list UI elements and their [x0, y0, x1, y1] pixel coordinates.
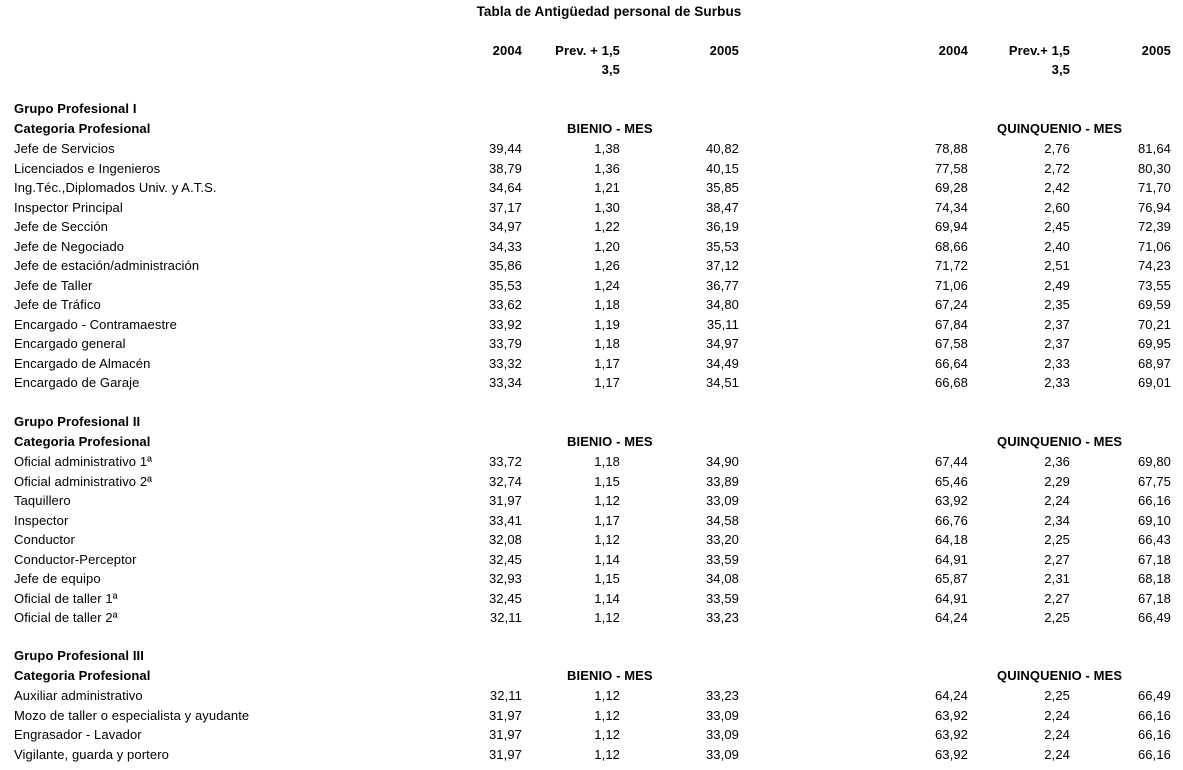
value-prev-bienio: 1,36: [594, 160, 620, 176]
table-row: [0, 530, 1183, 549]
value-2004-quinquenio: 78,88: [934, 141, 968, 156]
value-prev-bienio: 1,18: [594, 297, 620, 312]
value-2005-bienio: 40,82: [705, 141, 739, 156]
table-row: [0, 472, 1183, 491]
category-name: Oficial de taller 1ª: [14, 590, 118, 606]
value-prev-quinquenio: 2,24: [1044, 707, 1070, 723]
value-2004-quinquenio: 63,92: [934, 707, 968, 723]
value-prev-bienio: 1,22: [594, 219, 620, 234]
value-2004-bienio: 33,34: [488, 375, 522, 390]
group-title: Grupo Profesional III: [14, 648, 144, 663]
value-prev-quinquenio: 2,35: [1044, 297, 1070, 312]
value-2005-quinquenio: 66,16: [1137, 493, 1171, 508]
value-2005-quinquenio: 68,97: [1137, 355, 1171, 371]
value-2005-quinquenio: 68,18: [1137, 571, 1171, 586]
value-prev-bienio: 1,14: [594, 551, 620, 567]
category-name: Auxiliar administrativo: [14, 688, 143, 703]
category-name: Jefe de Negociado: [14, 238, 125, 254]
value-prev-bienio: 1,30: [594, 199, 620, 215]
value-2005-quinquenio: 69,95: [1137, 336, 1171, 351]
category-name: Oficial de taller 2ª: [14, 610, 118, 625]
value-2005-bienio: 35,85: [705, 180, 739, 195]
value-2005-bienio: 34,08: [705, 571, 739, 586]
value-2004-bienio: 35,53: [488, 277, 522, 293]
value-prev-bienio: 1,15: [594, 571, 620, 586]
value-2004-bienio: 31,97: [488, 727, 522, 742]
value-2005-bienio: 35,53: [705, 238, 739, 254]
value-2005-quinquenio: 69,80: [1137, 454, 1171, 469]
category-name: Jefe de estación/administración: [14, 258, 200, 273]
value-2004-bienio: 34,33: [488, 238, 522, 254]
value-2004-quinquenio: 69,28: [934, 180, 968, 195]
value-2004-bienio: 31,97: [488, 746, 522, 762]
value-prev-quinquenio: 2,27: [1044, 551, 1070, 567]
table-row: [0, 354, 1183, 373]
table-row: [0, 295, 1183, 314]
bienio-header: BIENIO - MES: [567, 121, 653, 136]
category-name: Jefe de Sección: [14, 219, 109, 234]
value-prev-quinquenio: 2,34: [1044, 512, 1070, 528]
value-2004-quinquenio: 63,92: [934, 493, 968, 508]
table-row: [0, 725, 1183, 744]
value-2004-quinquenio: 74,34: [934, 199, 968, 215]
table-row: [0, 139, 1183, 158]
table-row: [0, 178, 1183, 197]
value-2005-bienio: 33,59: [705, 551, 739, 567]
value-prev-bienio: 1,18: [594, 454, 620, 469]
value-prev-quinquenio: 2,51: [1044, 258, 1070, 273]
table-row: [0, 686, 1183, 705]
value-2005-bienio: 34,58: [705, 512, 739, 528]
table-row: [0, 745, 1183, 764]
value-prev-quinquenio: 2,25: [1044, 532, 1070, 547]
value-prev-bienio: 1,17: [594, 375, 620, 390]
value-prev-bienio: 1,12: [594, 688, 620, 703]
table-row: [0, 511, 1183, 530]
value-2004-bienio: 38,79: [488, 160, 522, 176]
category-header: Categoria Profesional: [14, 668, 151, 683]
value-prev-quinquenio: 2,31: [1044, 571, 1070, 586]
table-row: [0, 589, 1183, 608]
value-2005-quinquenio: 80,30: [1137, 160, 1171, 176]
table-row: [0, 237, 1183, 256]
table-row: [0, 334, 1183, 353]
value-prev-quinquenio: 2,27: [1044, 590, 1070, 606]
value-prev-bienio: 1,18: [594, 336, 620, 351]
value-prev-quinquenio: 2,24: [1044, 746, 1070, 762]
value-2004-quinquenio: 64,24: [934, 610, 968, 625]
value-prev-bienio: 1,21: [594, 180, 620, 195]
value-2004-bienio: 32,11: [489, 688, 522, 703]
value-prev-bienio: 1,12: [594, 727, 620, 742]
value-prev-bienio: 1,12: [594, 707, 620, 723]
value-2005-quinquenio: 66,16: [1137, 727, 1171, 742]
value-2005-quinquenio: 69,10: [1137, 512, 1171, 528]
value-prev-quinquenio: 2,37: [1044, 316, 1070, 332]
value-2005-bienio: 34,49: [705, 355, 739, 371]
col-header-prev-bienio-sub: 3,5: [601, 62, 620, 77]
value-2004-quinquenio: 64,18: [934, 532, 968, 547]
value-prev-quinquenio: 2,24: [1044, 493, 1070, 508]
category-name: Licenciados e Ingenieros: [14, 160, 161, 176]
value-2005-bienio: 33,89: [705, 473, 739, 489]
value-2005-bienio: 38,47: [705, 199, 739, 215]
value-prev-quinquenio: 2,40: [1044, 238, 1070, 254]
value-2004-quinquenio: 68,66: [934, 238, 968, 254]
value-2005-quinquenio: 66,49: [1137, 688, 1171, 703]
table-row: [0, 256, 1183, 275]
value-2004-bienio: 33,79: [488, 336, 522, 351]
table-row: [0, 276, 1183, 295]
category-name: Mozo de taller o especialista y ayudante: [14, 707, 250, 723]
value-2005-quinquenio: 81,64: [1137, 141, 1171, 156]
category-name: Encargado de Garaje: [14, 375, 140, 390]
category-name: Jefe de Tráfico: [14, 297, 101, 312]
quinquenio-header: QUINQUENIO - MES: [997, 434, 1123, 449]
value-2004-quinquenio: 66,68: [934, 375, 968, 390]
value-2005-quinquenio: 67,18: [1137, 551, 1171, 567]
value-2004-quinquenio: 67,24: [934, 297, 968, 312]
value-prev-quinquenio: 2,25: [1044, 610, 1070, 625]
category-name: Jefe de equipo: [14, 571, 101, 586]
bienio-header: BIENIO - MES: [567, 668, 653, 683]
table-row: [0, 452, 1183, 471]
col-header-prev-quinquenio-sub: 3,5: [1051, 62, 1070, 77]
table-row: [0, 550, 1183, 569]
value-2005-bienio: 33,20: [705, 532, 739, 547]
value-prev-quinquenio: 2,49: [1044, 277, 1070, 293]
value-2004-quinquenio: 67,84: [934, 316, 968, 332]
category-header: Categoria Profesional: [14, 121, 151, 136]
value-2005-bienio: 33,23: [705, 688, 739, 703]
value-2004-quinquenio: 67,58: [934, 336, 968, 351]
value-prev-bienio: 1,15: [594, 473, 620, 489]
table-row: [0, 608, 1183, 627]
value-prev-bienio: 1,17: [594, 355, 620, 371]
value-2005-quinquenio: 76,94: [1137, 199, 1171, 215]
bienio-header: BIENIO - MES: [567, 434, 653, 449]
value-prev-quinquenio: 2,25: [1044, 688, 1070, 703]
value-2004-bienio: 32,45: [488, 551, 522, 567]
value-prev-bienio: 1,14: [594, 590, 620, 606]
value-2004-quinquenio: 65,87: [934, 571, 968, 586]
category-name: Conductor: [14, 532, 75, 547]
value-2004-bienio: 33,92: [488, 316, 522, 332]
table-row: [0, 217, 1183, 236]
value-2004-quinquenio: 63,92: [934, 727, 968, 742]
col-header-2005-bienio: 2005: [709, 43, 739, 58]
value-2004-bienio: 39,44: [488, 141, 522, 156]
value-2004-bienio: 33,62: [488, 297, 522, 312]
category-name: Inspector: [14, 512, 69, 528]
category-name: Inspector Principal: [14, 199, 123, 215]
value-2005-bienio: 37,12: [705, 258, 739, 273]
value-2005-bienio: 36,19: [705, 219, 739, 234]
value-2005-bienio: 40,15: [705, 160, 739, 176]
table-row: [0, 706, 1183, 725]
value-prev-bienio: 1,17: [594, 512, 620, 528]
quinquenio-header: QUINQUENIO - MES: [997, 121, 1123, 136]
quinquenio-header: QUINQUENIO - MES: [997, 668, 1123, 683]
value-prev-quinquenio: 2,37: [1044, 336, 1070, 351]
value-prev-bienio: 1,12: [594, 493, 620, 508]
value-prev-bienio: 1,20: [594, 238, 620, 254]
value-2005-quinquenio: 70,21: [1137, 316, 1171, 332]
category-name: Conductor-Perceptor: [14, 551, 137, 567]
value-prev-quinquenio: 2,33: [1044, 355, 1070, 371]
value-prev-quinquenio: 2,42: [1044, 180, 1070, 195]
category-name: Encargado general: [14, 336, 126, 351]
value-2004-quinquenio: 71,72: [934, 258, 968, 273]
category-name: Engrasador - Lavador: [14, 727, 142, 742]
value-prev-quinquenio: 2,45: [1044, 219, 1070, 234]
value-2005-bienio: 33,09: [705, 707, 739, 723]
category-name: Taquillero: [14, 493, 71, 508]
value-prev-quinquenio: 2,72: [1044, 160, 1070, 176]
group-title: Grupo Profesional I: [14, 101, 137, 116]
value-2005-quinquenio: 71,70: [1137, 180, 1171, 195]
value-prev-bienio: 1,19: [594, 316, 620, 332]
value-2005-bienio: 33,09: [705, 493, 739, 508]
value-2004-quinquenio: 69,94: [934, 219, 968, 234]
value-2004-bienio: 32,11: [489, 610, 522, 625]
value-2004-bienio: 33,72: [488, 454, 522, 469]
value-2004-bienio: 34,97: [488, 219, 522, 234]
value-2005-bienio: 34,51: [705, 375, 739, 390]
value-2005-quinquenio: 73,55: [1137, 277, 1171, 293]
value-2005-quinquenio: 66,16: [1137, 746, 1171, 762]
value-2004-bienio: 31,97: [488, 493, 522, 508]
col-header-2004-quinquenio: 2004: [938, 43, 968, 58]
value-2004-bienio: 35,86: [488, 258, 522, 273]
value-2005-bienio: 33,59: [705, 590, 739, 606]
col-header-2004-bienio: 2004: [492, 43, 522, 58]
value-2004-quinquenio: 71,06: [934, 277, 968, 293]
value-2005-bienio: 33,09: [705, 727, 739, 742]
value-2005-quinquenio: 67,75: [1137, 473, 1171, 489]
value-prev-quinquenio: 2,33: [1044, 375, 1070, 390]
value-2004-bienio: 33,32: [488, 355, 522, 371]
value-prev-bienio: 1,12: [594, 532, 620, 547]
value-2004-bienio: 32,45: [488, 590, 522, 606]
value-2004-quinquenio: 64,24: [934, 688, 968, 703]
value-2004-quinquenio: 67,44: [934, 454, 968, 469]
table-row: [0, 159, 1183, 178]
table-row: [0, 569, 1183, 588]
value-prev-bienio: 1,24: [594, 277, 620, 293]
col-header-prev-bienio: Prev. + 1,5: [555, 43, 620, 58]
category-name: Vigilante, guarda y portero: [14, 746, 169, 762]
table-row: [0, 315, 1183, 334]
value-2005-quinquenio: 69,01: [1137, 375, 1171, 390]
value-prev-quinquenio: 2,76: [1044, 141, 1070, 156]
value-2005-bienio: 34,80: [705, 297, 739, 312]
value-2005-quinquenio: 74,23: [1137, 258, 1171, 273]
page-title: Tabla de Antigüedad personal de Surbus: [476, 4, 742, 19]
value-2005-bienio: 33,23: [705, 610, 739, 625]
table-row: [0, 491, 1183, 510]
category-name: Encargado de Almacén: [14, 355, 151, 371]
value-2004-bienio: 32,08: [488, 532, 522, 547]
value-2005-bienio: 36,77: [705, 277, 739, 293]
value-2005-bienio: 34,97: [705, 336, 739, 351]
value-prev-bienio: 1,38: [594, 141, 620, 156]
category-name: Jefe de Servicios: [14, 141, 115, 156]
value-2005-quinquenio: 69,59: [1137, 297, 1171, 312]
category-name: Jefe de Taller: [14, 277, 93, 293]
value-prev-bienio: 1,12: [594, 746, 620, 762]
category-name: Oficial administrativo 1ª: [14, 454, 153, 469]
value-2005-bienio: 33,09: [705, 746, 739, 762]
value-2004-quinquenio: 64,91: [934, 590, 968, 606]
value-2004-quinquenio: 63,92: [934, 746, 968, 762]
col-header-prev-quinquenio: Prev.+ 1,5: [1008, 43, 1070, 58]
value-2005-quinquenio: 67,18: [1137, 590, 1171, 606]
table-row: [0, 373, 1183, 392]
category-name: Ing.Téc.,Diplomados Univ. y A.T.S.: [14, 180, 217, 195]
value-2005-quinquenio: 66,16: [1137, 707, 1171, 723]
value-prev-quinquenio: 2,36: [1044, 454, 1070, 469]
table-row: [0, 198, 1183, 217]
value-2005-quinquenio: 66,43: [1137, 532, 1171, 547]
value-2004-bienio: 31,97: [488, 707, 522, 723]
value-2004-quinquenio: 77,58: [934, 160, 968, 176]
value-2005-bienio: 34,90: [705, 454, 739, 469]
group-title: Grupo Profesional II: [14, 414, 141, 429]
value-2005-bienio: 35,11: [706, 316, 739, 332]
value-2004-quinquenio: 66,64: [934, 355, 968, 371]
value-2004-quinquenio: 65,46: [934, 473, 968, 489]
value-2005-quinquenio: 66,49: [1137, 610, 1171, 625]
value-2004-quinquenio: 66,76: [934, 512, 968, 528]
value-prev-quinquenio: 2,29: [1044, 473, 1070, 489]
category-name: Oficial administrativo 2ª: [14, 473, 153, 489]
category-header: Categoria Profesional: [14, 434, 151, 449]
value-2004-bienio: 32,93: [488, 571, 522, 586]
value-2005-quinquenio: 72,39: [1137, 219, 1171, 234]
col-header-2005-quinquenio: 2005: [1141, 43, 1171, 58]
value-2004-bienio: 33,41: [488, 512, 522, 528]
value-2005-quinquenio: 71,06: [1137, 238, 1171, 254]
value-prev-bienio: 1,12: [594, 610, 620, 625]
value-2004-quinquenio: 64,91: [934, 551, 968, 567]
value-prev-quinquenio: 2,60: [1044, 199, 1070, 215]
value-prev-quinquenio: 2,24: [1044, 727, 1070, 742]
value-2004-bienio: 37,17: [488, 199, 522, 215]
value-2004-bienio: 32,74: [488, 473, 522, 489]
category-name: Encargado - Contramaestre: [14, 316, 177, 332]
value-prev-bienio: 1,26: [594, 258, 620, 273]
value-2004-bienio: 34,64: [488, 180, 522, 195]
